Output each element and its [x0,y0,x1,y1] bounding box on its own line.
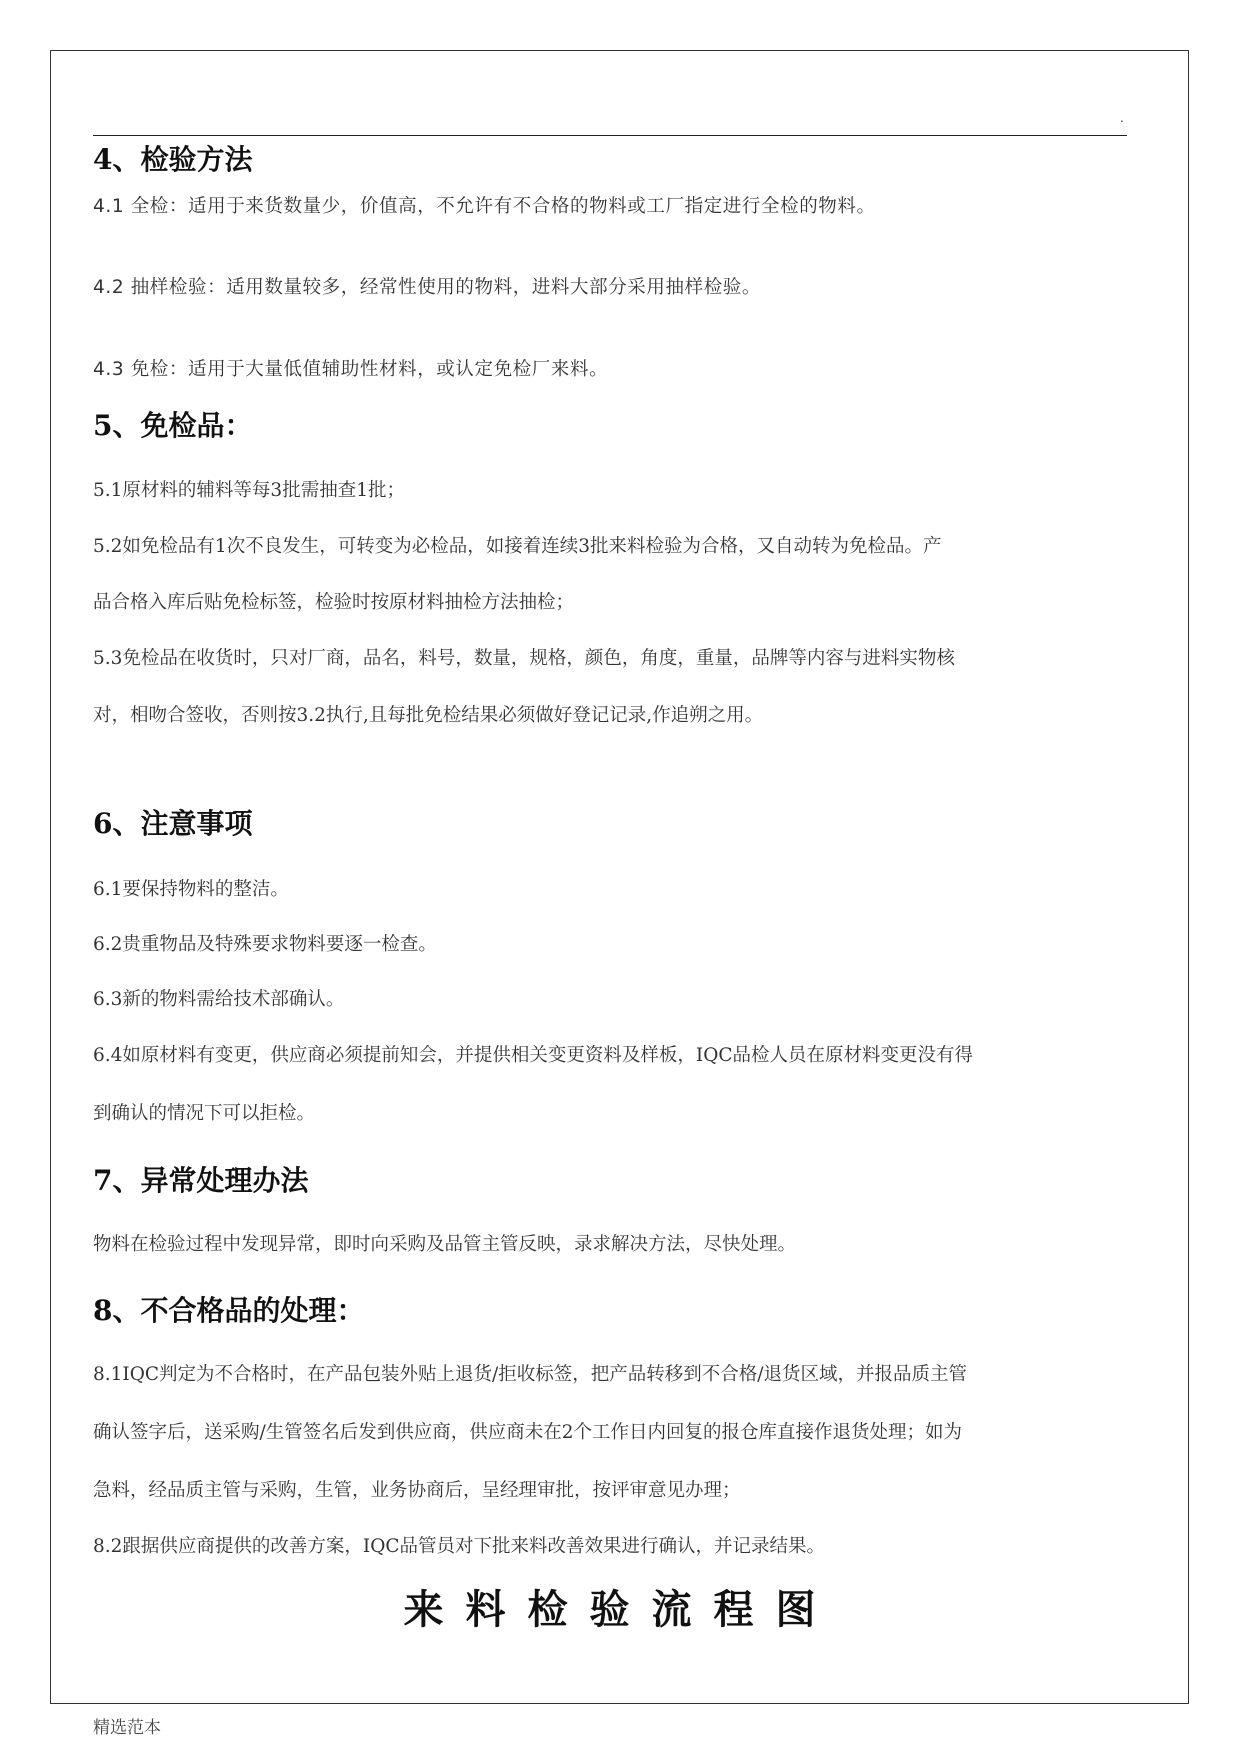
section-5-line-2: 5.2如免检品有1次不良发生，可转变为必检品，如接着连续3批来料检验为合格，又自动转为免检品。产 [93,536,942,557]
section-8-line-4: 8.2跟据供应商提供的改善方案，IQC品管员对下批来料改善效果进行确认，并记录结果。 [93,1536,826,1557]
section-4-heading: 4、检验方法 [93,143,253,176]
section-6-line-2: 6.2贵重物品及特殊要求物料要逐一检查。 [93,934,437,955]
section-5-heading: 5、免检品： [93,409,253,442]
header-rule [93,135,1127,136]
section-5-line-1: 5.1原材料的辅料等每3批需抽查1批； [93,480,405,501]
header-dot: . [1120,111,1124,125]
section-6-line-5: 到确认的情况下可以拒检。 [93,1103,316,1124]
section-7-line-1: 物料在检验过程中发现异常，即时向采购及品管主管反映，录求解决方法，尽快处理。 [93,1234,797,1255]
section-7-heading: 7、异常处理办法 [93,1164,309,1197]
section-8-heading: 8、不合格品的处理： [93,1294,365,1327]
section-6-line-4: 6.4如原材料有变更，供应商必须提前知会，并提供相关变更资料及样板，IQC品检人员在原材料变更没有得 [93,1045,974,1066]
section-6-heading: 6、注意事项 [93,807,253,840]
section-6-line-3: 6.3新的物料需给技术部确认。 [93,989,345,1010]
section-8-line-2: 确认签字后，送采购/生管签名后发到供应商，供应商未在2个工作日内回复的报仓库直接作退货处理；如为 [93,1422,963,1443]
section-6-line-1: 6.1要保持物料的整洁。 [93,879,289,900]
section-4-item-1: 4.1 全检：适用于来货数量少，价值高，不允许有不合格的物料或工厂指定进行全检的物料。 [93,196,876,217]
flow-chart-title: 来料检验流程图 [403,1586,838,1633]
section-4-item-2: 4.2 抽样检验：适用数量较多，经常性使用的物料，进料大部分采用抽样检验。 [93,277,762,298]
section-5-line-5: 对，相吻合签收，否则按3.2执行,且每批免检结果必须做好登记记录,作追朔之用。 [93,705,764,726]
section-5-line-4: 5.3免检品在收货时，只对厂商，品名，料号，数量，规格，颜色，角度，重量，品牌等内容与进料实物核 [93,648,955,669]
footer-text: 精选范本 [93,1718,161,1738]
section-8-line-3: 急料，经品质主管与采购，生管，业务协商后，呈经理审批，按评审意见办理； [93,1480,741,1501]
section-4-item-3: 4.3 免检：适用于大量低值辅助性材料，或认定免检厂来料。 [93,359,609,380]
section-8-line-1: 8.1IQC判定为不合格时，在产品包装外贴上退货/拒收标签，把产品转移到不合格/退货区域，并报品质主管 [93,1364,968,1385]
page-border [50,50,1189,1704]
section-5-line-3: 品合格入库后贴免检标签，检验时按原材料抽检方法抽检； [93,592,575,613]
